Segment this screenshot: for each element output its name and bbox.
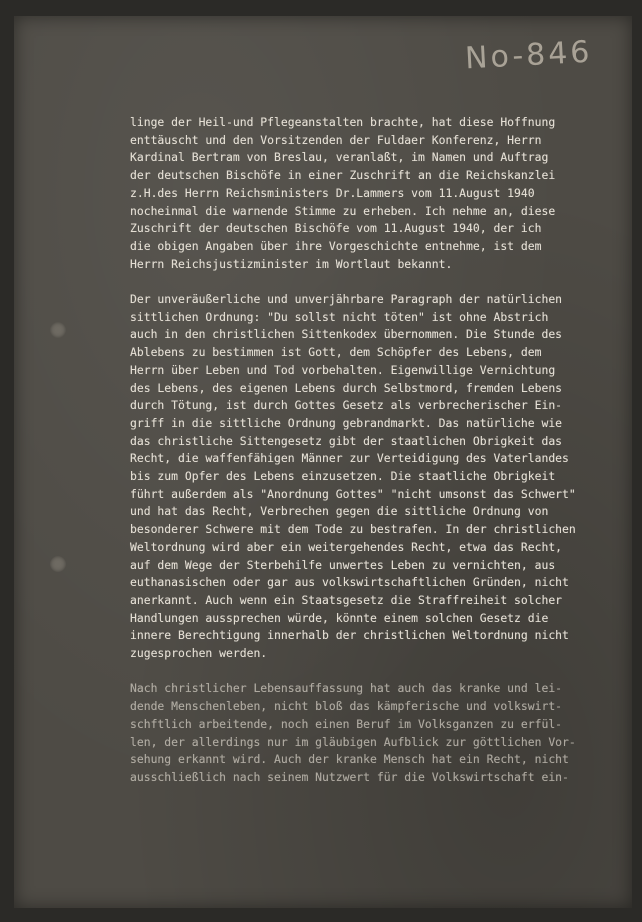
punch-hole <box>50 556 66 572</box>
text-line: len, der allerdings nur im gläubigen Aufblick zur göttlichen Vor- <box>130 734 576 749</box>
text-line: linge der Heil-und Pflegeanstalten brachte, hat diese Hoffnung <box>130 115 556 129</box>
text-line: Zuschrift der deutschen Bischöfe vom 11.August 1940, der ich <box>130 221 542 236</box>
text-line: das christliche Sittengesetz gibt der staatlichen Obrigkeit das <box>130 433 563 448</box>
text-line: Der unveräußerliche und unverjährbare Paragraph der natürlichen <box>130 292 563 307</box>
text-line: Nach christlicher Lebensauffassung hat auch das kranke und lei- <box>130 681 563 696</box>
text-line: Handlungen aussprechen würde, könnte einem solchen Gesetz die <box>130 610 549 625</box>
text-line: Herrn Reichsjustizminister im Wortlaut bekannt. <box>130 256 453 271</box>
text-line: sittlichen Ordnung: "Du sollst nicht töten" ist ohne Abstrich <box>130 309 549 324</box>
text-line: z.H.des Herrn Reichsministers Dr.Lammers vom 11.August 1940 <box>130 185 535 200</box>
text-line: euthanasischen oder gar aus volkswirtschaftlichen Gründen, nicht <box>130 575 569 590</box>
paragraph-3 <box>130 680 626 786</box>
text-line: zugesprochen werden. <box>130 646 268 661</box>
text-line: die obigen Angaben über ihre Vorgeschichte entnehme, ist dem <box>130 238 542 253</box>
text-line: bis zum Opfer des Lebens einzusetzen. Die staatliche Obrigkeit <box>130 469 556 484</box>
text-line: führt außerdem als "Anordnung Gottes" "nicht umsonst das Schwert" <box>130 486 576 501</box>
text-line: schftlich arbeitende, noch einen Beruf im Volksganzen zu erfül- <box>130 716 563 731</box>
text-line: innere Berechtigung innerhalb der christlichen Weltordnung nicht <box>130 628 569 643</box>
archive-number: No-846 <box>463 34 593 77</box>
text-line: Recht, die waffenfähigen Männer zur Verteidigung des Vaterlandes <box>130 451 569 466</box>
text-line: durch Tötung, ist durch Gottes Gesetz als verbrecherischer Ein- <box>130 398 563 413</box>
text-line: des Lebens, des eigenen Lebens durch Selbstmord, fremden Lebens <box>130 380 563 395</box>
text-line: Herrn über Leben und Tod vorbehalten. Eigenwillige Vernichtung <box>130 362 556 377</box>
text-line: der deutschen Bischöfe in einer Zuschrift an die Reichskanzlei <box>130 168 556 183</box>
document-page <box>14 16 632 908</box>
text-line: sehung erkannt wird. Auch der kranke Mensch hat ein Recht, nicht <box>130 752 569 767</box>
paragraph-1 <box>130 114 626 273</box>
text-line: nocheinmal die warnende Stimme zu erheben. Ich nehme an, diese <box>130 203 556 218</box>
punch-hole <box>50 322 66 338</box>
text-line: und hat das Recht, Verbrechen gegen die sittliche Ordnung von <box>130 504 549 519</box>
paragraph-2 <box>130 291 626 663</box>
text-line: Ablebens zu bestimmen ist Gott, dem Schöpfer des Lebens, dem <box>130 345 542 360</box>
text-line: enttäuscht und den Vorsitzenden der Fuldaer Konferenz, Herrn <box>130 132 542 147</box>
text-line: anerkannt. Auch wenn ein Staatsgesetz die Straffreiheit solcher <box>130 592 563 607</box>
body-text <box>130 114 626 787</box>
text-line: besonderer Schwere mit dem Tode zu bestrafen. In der christlichen <box>130 522 576 537</box>
text-line: auch in den christlichen Sittenkodex übernommen. Die Stunde des <box>130 327 563 342</box>
text-line: griff in die sittliche Ordnung gebrandmarkt. Das natürliche wie <box>130 415 563 430</box>
text-line: Kardinal Bertram von Breslau, veranlaßt, im Namen und Auftrag <box>130 150 549 165</box>
text-line: dende Menschenleben, nicht bloß das kämpferische und volkswirt- <box>130 699 563 714</box>
text-line: ausschließlich nach seinem Nutzwert für die Volkswirtschaft ein- <box>130 769 569 784</box>
text-line: Weltordnung wird aber ein weitergehendes Recht, etwa das Recht, <box>130 539 563 554</box>
text-line: auf dem Wege der Sterbehilfe unwertes Leben zu vernichten, aus <box>130 557 556 572</box>
